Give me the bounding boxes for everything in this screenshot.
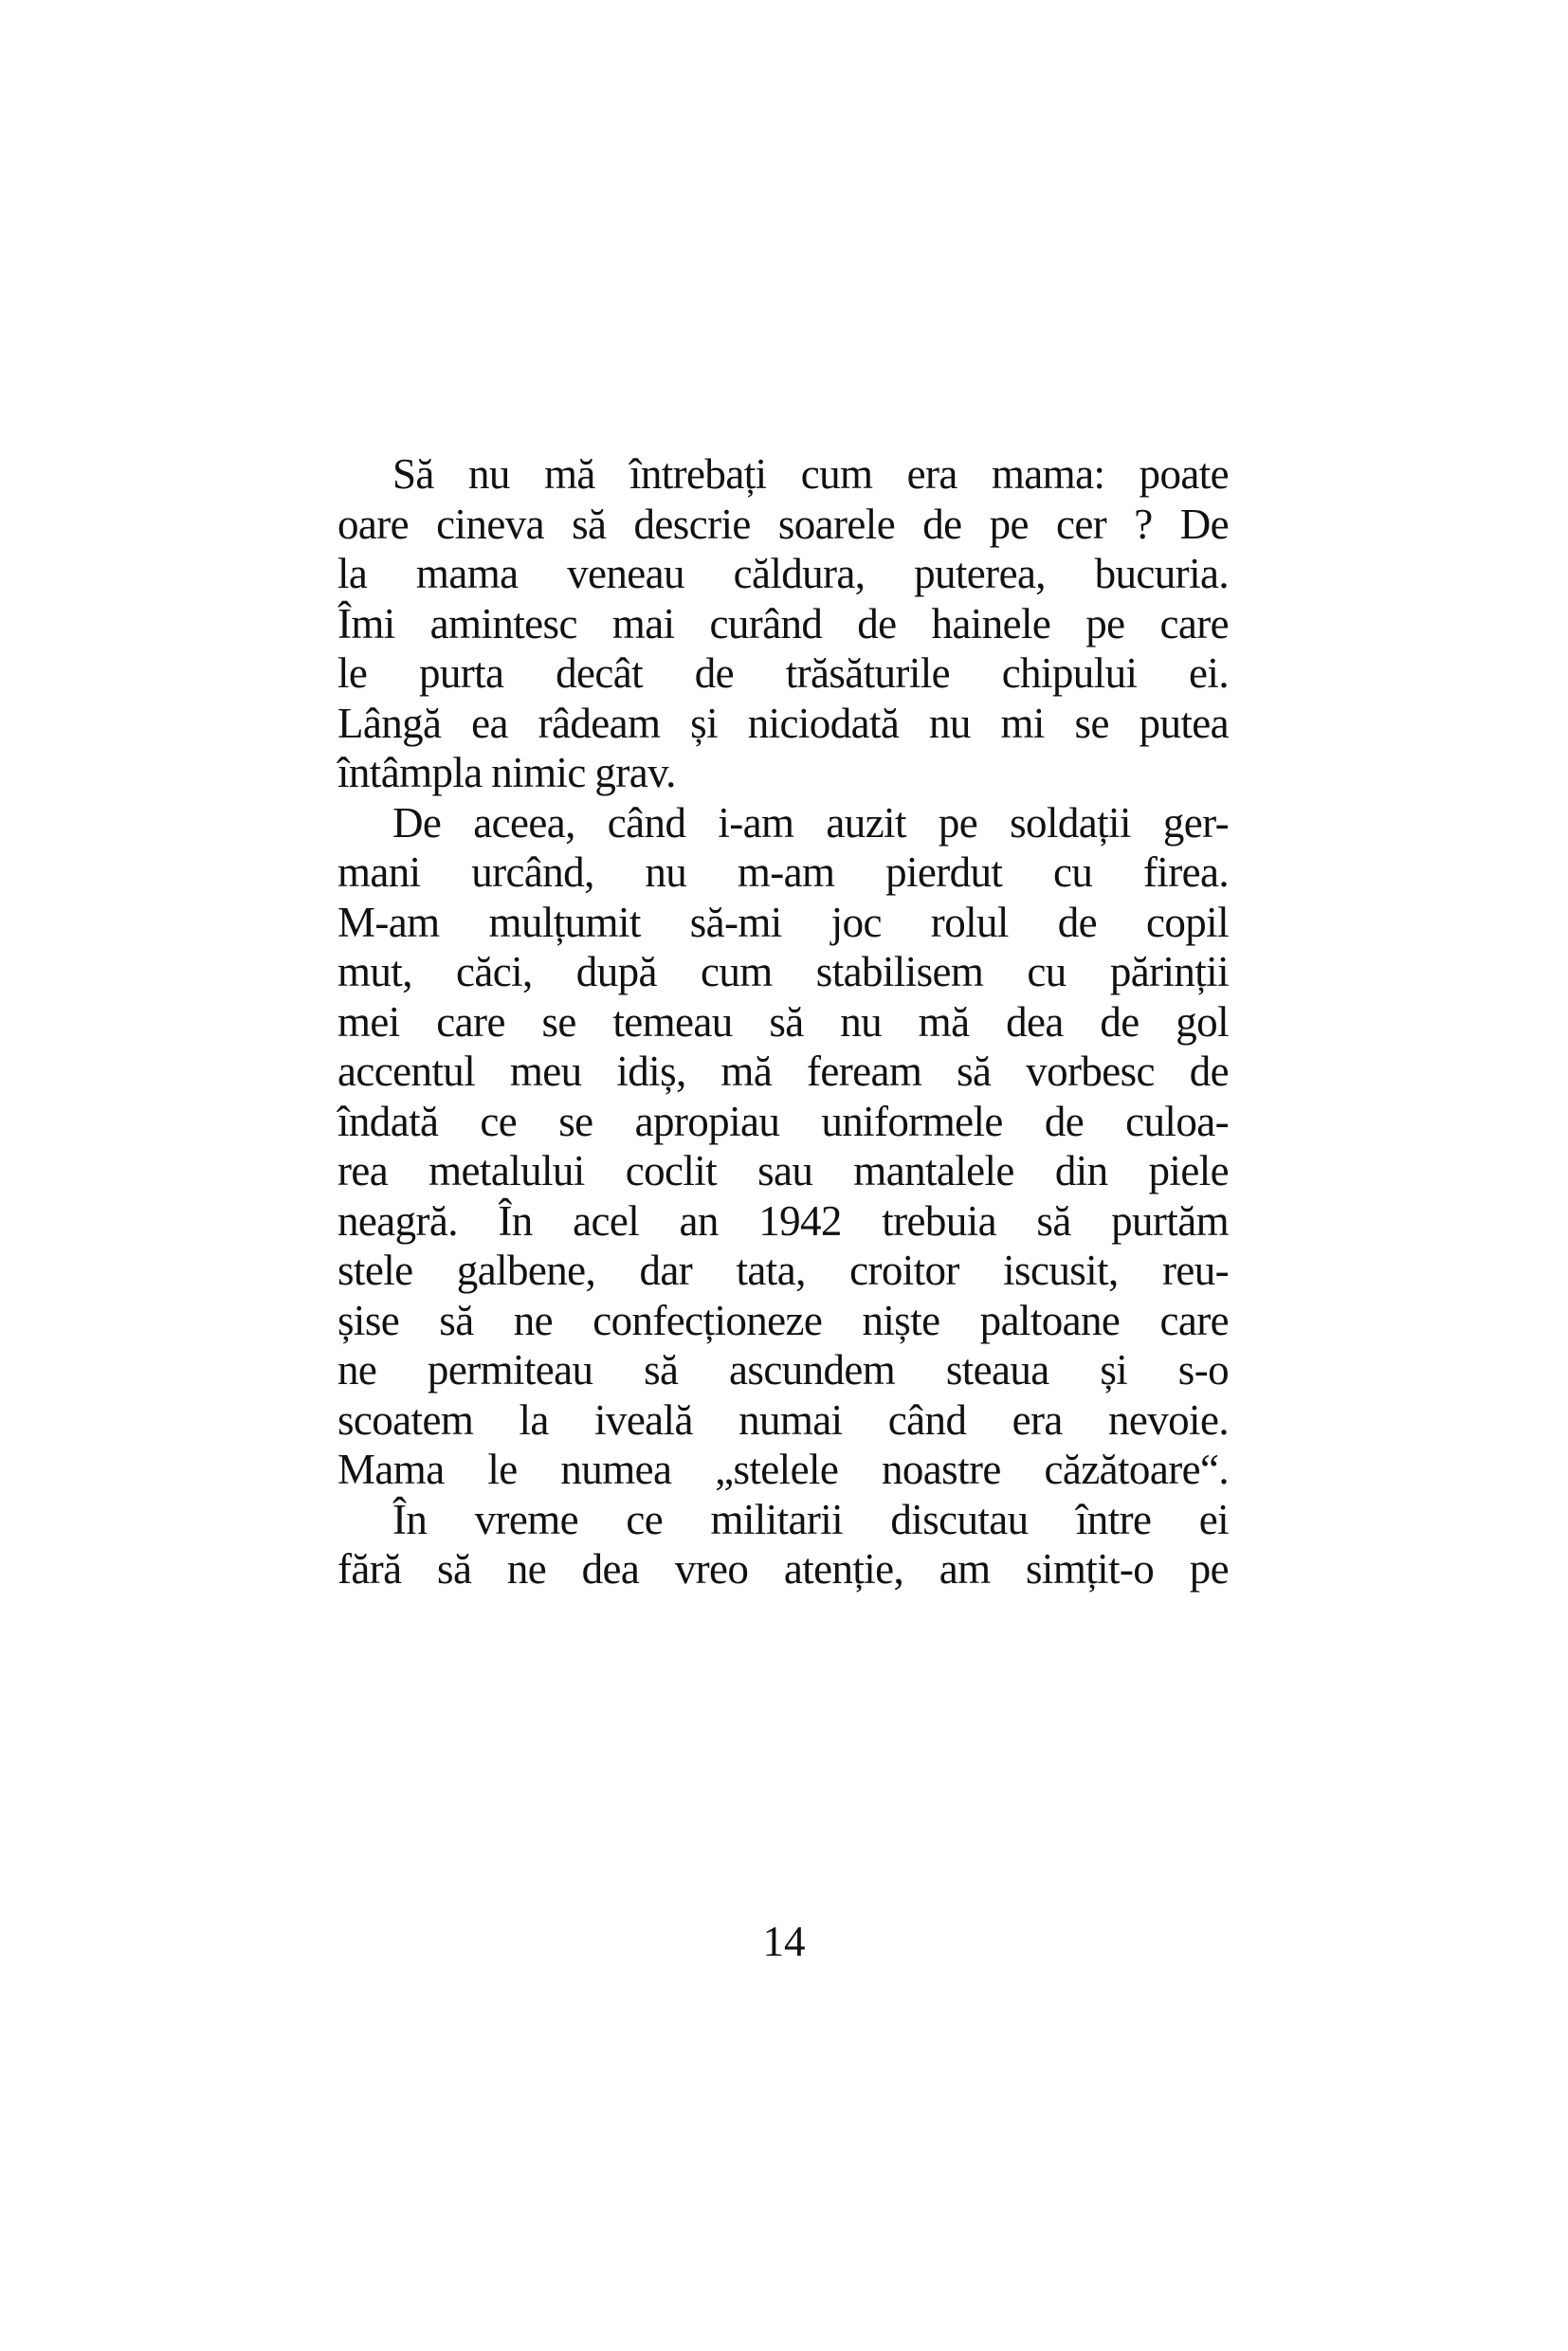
text-line: accentul meu idiș, mă feream să vorbesc de xyxy=(337,1048,1229,1095)
text-line: rea metalului coclit sau mantalele din piele xyxy=(337,1147,1229,1194)
text-line: la mama veneau căldura, puterea, bucuria. xyxy=(337,550,1229,597)
page-number: 14 xyxy=(762,1918,806,1965)
text-line: În vreme ce militarii discutau între ei xyxy=(392,1495,1229,1543)
text-line: Mama le numea „stelele noastre căzătoare“. xyxy=(337,1446,1229,1493)
text-line: îndată ce se apropiau uniformele de culoa- xyxy=(337,1097,1229,1145)
text-line: ne permiteau să ascundem steaua și s-o xyxy=(337,1346,1229,1394)
text-line: scoatem la iveală numai când era nevoie. xyxy=(337,1395,1229,1444)
text-line: șise să ne confecționeze niște paltoane care xyxy=(337,1296,1229,1344)
text-line: stele galbene, dar tata, croitor iscusit, reu- xyxy=(337,1247,1229,1294)
text-line: oare cineva să descrie soarele de pe cer ? De xyxy=(337,500,1229,548)
text-line: De aceea, când i-am auzit pe soldații ger- xyxy=(392,798,1229,847)
paragraph xyxy=(337,1495,1229,1595)
text-line: mut, căci, după cum stabilisem cu părinții xyxy=(337,948,1229,995)
text-line: Îmi amintesc mai curând de hainele pe care xyxy=(337,599,1229,647)
text-line: le purta decât de trăsăturile chipului ei. xyxy=(337,649,1229,697)
text-line: întâmpla nimic grav. xyxy=(337,749,676,796)
text-line: Să nu mă întrebați cum era mama: poate xyxy=(392,450,1229,498)
text-line: fără să ne dea vreo atenție, am simțit-o pe xyxy=(337,1545,1229,1593)
text-line: M-am mulțumit să-mi joc rolul de copil xyxy=(337,898,1229,946)
text-line: Lângă ea râdeam și niciodată nu mi se putea xyxy=(337,699,1229,747)
text-line: mei care se temeau să nu mă dea de gol xyxy=(337,997,1229,1046)
text-line: neagră. În acel an 1942 trebuia să purtăm xyxy=(337,1196,1229,1245)
paragraph xyxy=(337,449,1229,798)
text-line: mani urcând, nu m-am pierdut cu firea. xyxy=(337,848,1229,896)
paragraph xyxy=(337,798,1229,1495)
body-text xyxy=(337,449,1229,1595)
